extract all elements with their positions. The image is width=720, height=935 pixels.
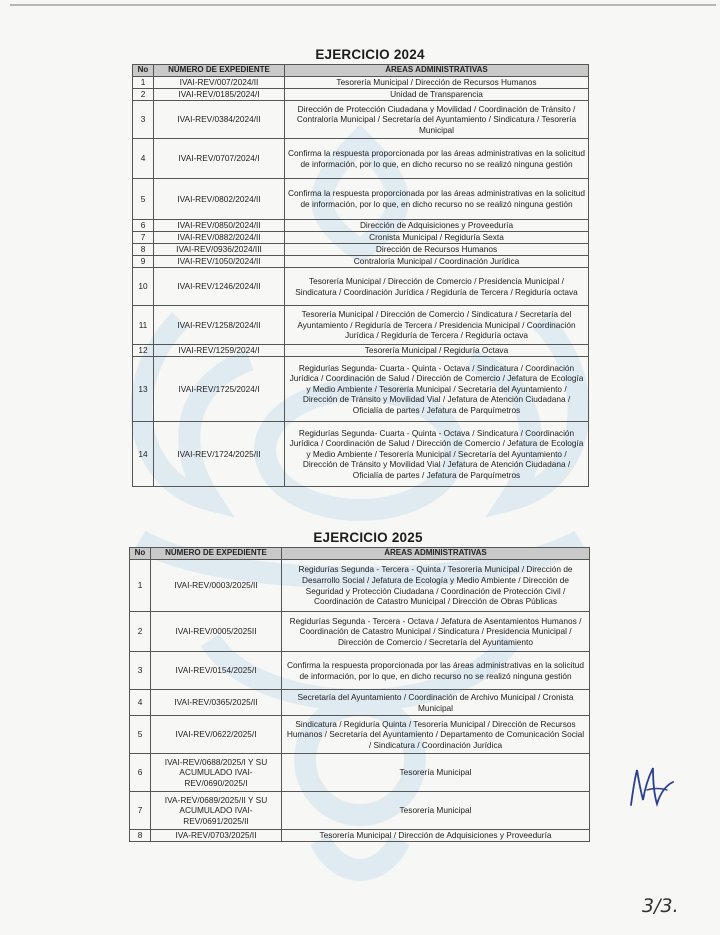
- row-areas: Confirma la respuesta proporcionada por las áreas administrativas en la solicitud de información, por lo que, en dicho recurso no se realizó ninguna gestión: [285, 139, 589, 179]
- row-expediente: IVAI-REV/0384/2024/II: [154, 101, 285, 139]
- table-row: [133, 89, 589, 101]
- signature-mark: [627, 760, 677, 815]
- table-row: [133, 101, 589, 139]
- row-no: 6: [133, 220, 154, 232]
- row-expediente: IVAI-REV/0005/2025II: [151, 612, 282, 652]
- row-no: 5: [130, 716, 151, 754]
- header-areas: ÁREAS ADMINISTRATIVAS: [282, 548, 590, 560]
- row-no: 14: [133, 422, 154, 487]
- row-expediente: IVAI-REV/0365/2025/II: [151, 690, 282, 716]
- header-expediente: NÚMERO DE EXPEDIENTE: [154, 65, 285, 77]
- row-areas: Regidurías Segunda - Tercera - Octava / Jefatura de Asentamientos Humanos / Coordinación de Catastro Municipal / Sindicatura / Presidencia Municipal / Dirección de Comercio / Secretaría del Ayuntamiento: [282, 612, 590, 652]
- row-expediente: IVAI-REV/1258/2024/II: [154, 306, 285, 345]
- row-no: 11: [133, 306, 154, 345]
- row-expediente: IVAI-REV/0003/2025/II: [151, 560, 282, 612]
- row-expediente: IVAI-REV/0622/2025/I: [151, 716, 282, 754]
- row-no: 2: [130, 612, 151, 652]
- row-areas: Contraloría Municipal / Coordinación Jurídica: [285, 256, 589, 268]
- row-no: 12: [133, 345, 154, 357]
- row-no: 3: [130, 652, 151, 690]
- table-row: [133, 232, 589, 244]
- row-areas: Dirección de Recursos Humanos: [285, 244, 589, 256]
- table-header-row: [130, 548, 590, 560]
- row-expediente: IVAI-REV/1725/2024/I: [154, 357, 285, 422]
- row-expediente: IVAI-REV/0707/2024/I: [154, 139, 285, 179]
- row-areas: Dirección de Adquisiciones y Proveeduría: [285, 220, 589, 232]
- row-expediente: IVAI-REV/1246/2024/II: [154, 268, 285, 306]
- row-expediente: IVAI-REV/0936/2024/III: [154, 244, 285, 256]
- table-row: [130, 652, 590, 690]
- table-row: [130, 792, 590, 830]
- row-areas: Secretaría del Ayuntamiento / Coordinación de Archivo Municipal / Cronista Municipal: [282, 690, 590, 716]
- table-row: [133, 357, 589, 422]
- row-expediente: IVAI-REV/0688/2025/I Y SU ACUMULADO IVAI-REV/0690/2025/I: [151, 754, 282, 792]
- row-no: 7: [130, 792, 151, 830]
- row-no: 2: [133, 89, 154, 101]
- row-expediente: IVA-REV/0689/2025/II Y SU ACUMULADO IVAI-REV/0691/2025/II: [151, 792, 282, 830]
- row-expediente: IVAI-REV/0882/2024/II: [154, 232, 285, 244]
- row-areas: Tesorería Municipal / Dirección de Comercio / Sindicatura / Secretaría del Ayuntamiento / Regiduría de Tercera / Presidencia Municipal / Coordinación Jurídica / Regiduría de Tercera / Regiduría octava: [285, 306, 589, 345]
- row-no: 9: [133, 256, 154, 268]
- ejercicio-2024-table: [132, 64, 589, 487]
- table-row: [130, 830, 590, 842]
- row-expediente: IVA-REV/0703/2025/II: [151, 830, 282, 842]
- table-row: [130, 560, 590, 612]
- table-row: [133, 345, 589, 357]
- row-areas: Confirma la respuesta proporcionada por las áreas administrativas en la solicitud de información, por lo que, en dicho recurso no se realizó ninguna gestión: [282, 652, 590, 690]
- header-areas: ÁREAS ADMINISTRATIVAS: [285, 65, 589, 77]
- row-no: 5: [133, 179, 154, 220]
- row-no: 7: [133, 232, 154, 244]
- row-expediente: IVAI-REV/1050/2024/II: [154, 256, 285, 268]
- row-no: 13: [133, 357, 154, 422]
- row-expediente: IVAI-REV/0185/2024/I: [154, 89, 285, 101]
- table-row: [133, 256, 589, 268]
- row-expediente: IVAI-REV/0850/2024/II: [154, 220, 285, 232]
- table-row: [133, 268, 589, 306]
- table-row: [130, 690, 590, 716]
- row-expediente: IVAI-REV/1259/2024/I: [154, 345, 285, 357]
- row-areas: Tesorería Municipal / Dirección de Comercio / Presidencia Municipal / Sindicatura / Coordinación Jurídica / Regiduría de Tercera / Regiduría octava: [285, 268, 589, 306]
- row-no: 6: [130, 754, 151, 792]
- row-expediente: IVAI-REV/1724/2025/II: [154, 422, 285, 487]
- row-areas: Tesorería Municipal: [282, 792, 590, 830]
- row-no: 4: [133, 139, 154, 179]
- table-row: [130, 716, 590, 754]
- row-expediente: IVAI-REV/0154/2025/I: [151, 652, 282, 690]
- page-number-handwritten: [640, 890, 700, 920]
- row-no: 10: [133, 268, 154, 306]
- row-no: 1: [133, 77, 154, 89]
- row-expediente: IVAI-REV/0802/2024/II: [154, 179, 285, 220]
- header-no: No: [133, 65, 154, 77]
- row-no: 1: [130, 560, 151, 612]
- table-row: [130, 754, 590, 792]
- row-areas: Tesorería Municipal / Regiduría Octava: [285, 345, 589, 357]
- table-row: [133, 179, 589, 220]
- table-row: [133, 77, 589, 89]
- row-areas: Tesorería Municipal / Dirección de Adquisiciones y Proveeduría: [282, 830, 590, 842]
- table-row: [133, 220, 589, 232]
- row-areas: Tesorería Municipal: [282, 754, 590, 792]
- ejercicio-2025-table: [129, 547, 590, 842]
- row-areas: Regidurías Segunda- Cuarta - Quinta - Octava / Sindicatura / Coordinación Jurídica / Coordinación de Salud / Dirección de Comercio / Jefatura de Ecología y Medio Ambiente / Tesorería Municipal / Secretaría del Ayuntamiento / Dirección de Tránsito y Movilidad Vial / Jefatura de Atención Ciudadana / Oficialía de partes / Jefatura de Parquímetros: [285, 422, 589, 487]
- row-no: 8: [133, 244, 154, 256]
- row-areas: Unidad de Transparencia: [285, 89, 589, 101]
- header-no: No: [130, 548, 151, 560]
- row-areas: Regidurías Segunda- Cuarta - Quinta - Octava / Sindicatura / Coordinación Jurídica / Coordinación de Salud / Dirección de Comercio / Jefatura de Ecología y Medio Ambiente / Tesorería Municipal / Secretaría del Ayuntamiento / Dirección de Tránsito y Movilidad Vial / Jefatura de Atención Ciudadana / Oficialía de partes / Jefatura de Parquímetros: [285, 357, 589, 422]
- row-no: 4: [130, 690, 151, 716]
- row-expediente: IVAI-REV/007/2024/II: [154, 77, 285, 89]
- table-row: [133, 244, 589, 256]
- table-row: [130, 612, 590, 652]
- row-areas: Sindicatura / Regiduría Quinta / Tesorería Municipal / Dirección de Recursos Humanos / Secretaría del Ayuntamiento / Departamento de Comunicación Social / Sindicatura / Coordinación Jurídica: [282, 716, 590, 754]
- row-areas: Confirma la respuesta proporcionada por las áreas administrativas en la solicitud de información, por lo que, en dicho recurso no se realizó ninguna gestión: [285, 179, 589, 220]
- page-number-text: 3/3.: [642, 895, 679, 917]
- ejercicio-2025-title: EJERCICIO 2025: [313, 530, 423, 545]
- row-no: 3: [133, 101, 154, 139]
- row-areas: Regidurías Segunda - Tercera - Quinta / Tesorería Municipal / Dirección de Desarrollo Social / Jefatura de Ecología y Medio Ambiente / Dirección de Seguridad y Protección Ciudadana / Coordinación de Protección Civil / Coordinación de Catastro Municipal / Dirección de Obras Públicas: [282, 560, 590, 612]
- row-areas: Tesorería Municipal / Dirección de Recursos Humanos: [285, 77, 589, 89]
- table-row: [133, 139, 589, 179]
- ejercicio-2024-title: EJERCICIO 2024: [315, 47, 425, 62]
- row-no: 8: [130, 830, 151, 842]
- header-expediente: NÚMERO DE EXPEDIENTE: [151, 548, 282, 560]
- row-areas: Dirección de Protección Ciudadana y Movilidad / Coordinación de Tránsito / Contraloría Municipal / Secretaría del Ayuntamiento / Sindicatura / Tesorería Municipal: [285, 101, 589, 139]
- table-row: [133, 422, 589, 487]
- table-row: [133, 306, 589, 345]
- row-areas: Cronista Municipal / Regiduría Sexta: [285, 232, 589, 244]
- table-header-row: [133, 65, 589, 77]
